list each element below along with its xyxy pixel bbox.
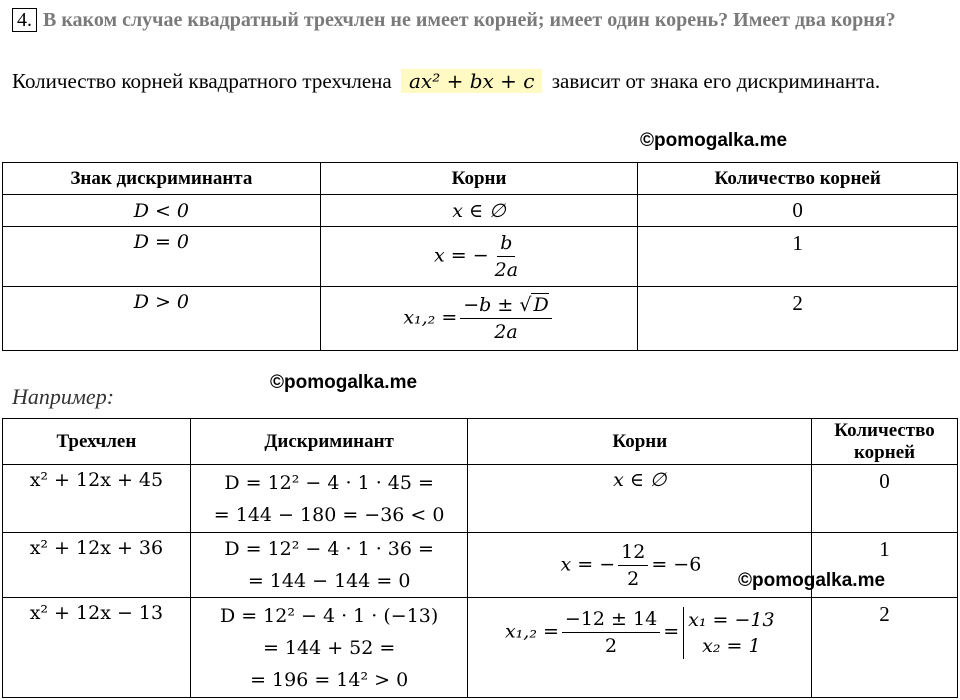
header-count: Количество корней (638, 163, 958, 195)
poly-cell: x² + 12x + 36 (3, 533, 191, 598)
fraction-denominator: 2 (605, 635, 618, 657)
answer-text-after: зависит от знака его дискриминанта. (551, 69, 881, 93)
numerator-part: −b ± (463, 294, 514, 316)
watermark: ©pomogalka.me (640, 130, 788, 151)
count-cell: 1 (812, 533, 958, 598)
count-cell: 1 (638, 227, 958, 287)
table-header-row (3, 163, 958, 195)
disc-cell (190, 465, 468, 533)
disc-line: D = 12² − 4 · 1 · 36 = (224, 538, 434, 560)
table-row (3, 465, 958, 533)
question-number: 4. (12, 8, 37, 32)
root-item: x₂ = 1 (702, 634, 761, 657)
roots-cell (468, 598, 812, 698)
table-row (3, 287, 958, 351)
poly-cell: x² + 12x + 45 (3, 465, 191, 533)
roots-system (683, 607, 774, 659)
disc-cell (190, 598, 468, 698)
header-count: Количество корней (812, 419, 958, 465)
header-disc: Дискриминант (190, 419, 468, 465)
fraction-numerator: −12 ± 14 (562, 606, 660, 633)
answer-text-before: Количество корней квадратного трехчлена (12, 69, 392, 93)
roots-cell: x ∈ ∅ (320, 195, 638, 227)
header-sign: Знак дискриминанта (3, 163, 321, 195)
examples-table (2, 418, 958, 698)
fraction-numerator: −b ± √ D (460, 292, 551, 319)
count-cell: 2 (812, 598, 958, 698)
roots-prefix: x₁,₂ = (504, 620, 559, 643)
question (12, 6, 942, 35)
fraction-denominator: 2 (627, 567, 640, 590)
roots-cell: x ∈ ∅ (468, 465, 812, 533)
poly-cell: x² + 12x − 13 (3, 598, 191, 698)
highlighted-formula: ax² + bx + c (401, 69, 542, 93)
fraction (492, 230, 521, 283)
count-cell: 2 (638, 287, 958, 351)
question-text: В каком случае квадратный трехчлен не имеет корней; имеет один корень? Имеет два корня? (43, 9, 896, 31)
sqrt-radicand: D (533, 294, 549, 316)
disc-line: D = 12² − 4 · 1 · (−13) (219, 604, 439, 627)
roots-prefix: x = − (560, 553, 616, 575)
sign-cell: D = 0 (3, 227, 321, 287)
fraction-numerator: b (497, 230, 515, 257)
table-row (3, 195, 958, 227)
disc-cell (190, 533, 468, 598)
fraction-numerator: 12 (618, 539, 648, 566)
disc-line: D = 12² − 4 · 1 · 45 = (224, 471, 434, 494)
header-poly: Трехчлен (3, 419, 191, 465)
fraction (460, 292, 551, 345)
fraction-denominator: 2a (494, 259, 519, 281)
disc-line: = 144 − 144 = 0 (247, 570, 411, 592)
roots-prefix: x = − (433, 244, 489, 267)
roots-cell (320, 227, 638, 287)
table-header-row (3, 419, 958, 465)
table-row (3, 227, 958, 287)
count-cell: 0 (638, 195, 958, 227)
watermark: ©pomogalka.me (738, 570, 886, 591)
table-row (3, 598, 958, 698)
fraction-denominator: 2a (494, 321, 518, 343)
answer-paragraph (12, 64, 942, 98)
disc-line: = 196 = 14² > 0 (250, 668, 409, 691)
roots-eq: = (663, 620, 680, 643)
header-roots: Корни (320, 163, 638, 195)
root-item: x₁ = −13 (688, 608, 775, 631)
fraction (562, 606, 660, 659)
fraction (618, 539, 648, 592)
example-label: Например: (12, 384, 115, 409)
disc-line: = 144 − 180 = −36 < 0 (213, 503, 445, 526)
roots-prefix: x₁,₂ = (403, 306, 458, 329)
disc-line: = 144 + 52 = (262, 636, 396, 659)
roots-cell (320, 287, 638, 351)
header-roots: Корни (468, 419, 812, 465)
roots-suffix: = −6 (651, 553, 702, 575)
discriminant-table (2, 162, 958, 351)
watermark: ©pomogalka.me (270, 372, 418, 393)
sign-cell: D > 0 (3, 287, 321, 351)
sign-cell: D < 0 (3, 195, 321, 227)
count-cell: 0 (812, 465, 958, 533)
